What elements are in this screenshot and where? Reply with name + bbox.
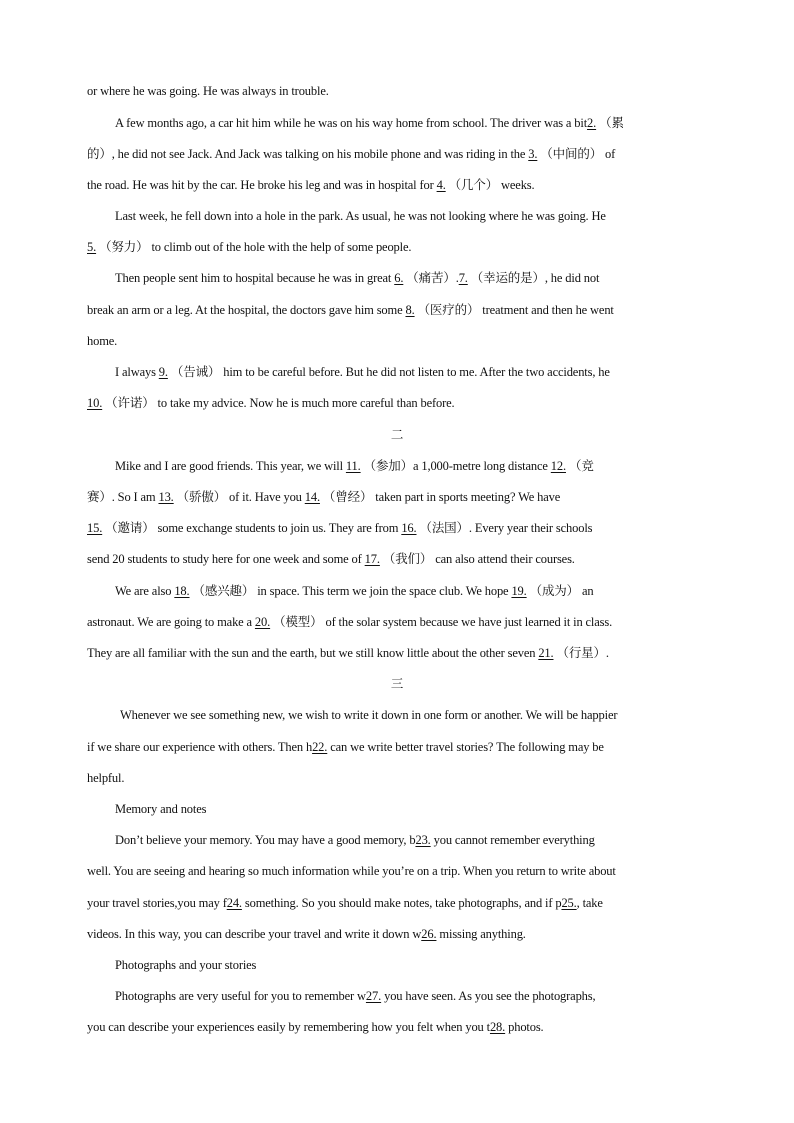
hint: （累 bbox=[599, 116, 624, 130]
hint: （邀请） some exchange students to join us. They are from bbox=[105, 521, 399, 535]
hint: （几个） weeks. bbox=[448, 178, 535, 192]
hint: （行星）. bbox=[556, 646, 609, 660]
blank-7[interactable]: 7. bbox=[458, 271, 468, 285]
blank-8[interactable]: 8. bbox=[405, 303, 415, 317]
text: Mike and I are good friends. This year, we will bbox=[115, 459, 343, 473]
text: Photographs are very useful for you to remember w bbox=[115, 989, 366, 1003]
blank-12[interactable]: 12. bbox=[550, 459, 566, 473]
blank-4[interactable]: 4. bbox=[436, 178, 446, 192]
text: 的）, he did not see Jack. And Jack was talking on his mobile phone and was riding in the bbox=[87, 147, 526, 161]
blank-2[interactable]: 2. bbox=[587, 116, 597, 130]
hint: （痛苦）. bbox=[406, 271, 459, 285]
hint: （许诺） to take my advice. Now he is much more careful than before. bbox=[105, 396, 455, 410]
text: if we share our experience with others. Then h bbox=[87, 740, 313, 754]
text: Whenever we see something new, we wish to write it down in one form or another. We will be happier bbox=[120, 708, 618, 722]
text: videos. In this way, you can describe your travel and write it down w bbox=[87, 927, 422, 941]
blank-15[interactable]: 15. bbox=[87, 521, 103, 535]
text-line bbox=[87, 551, 712, 567]
text: something. So you should make notes, take photographs, and if p bbox=[244, 896, 562, 910]
text-line bbox=[115, 115, 712, 131]
blank-16[interactable]: 16. bbox=[401, 521, 417, 535]
text: I always bbox=[115, 365, 156, 379]
text: well. You are seeing and hearing so much information while you’re on a trip. When you return to write about bbox=[87, 864, 616, 878]
text: or where he was going. He was always in trouble. bbox=[87, 84, 329, 98]
blank-19[interactable]: 19. bbox=[511, 584, 527, 598]
text-line bbox=[87, 863, 712, 879]
text: A few months ago, a car hit him while he was on his way home from school. The driver was a bit bbox=[115, 116, 588, 130]
hint: （模型） of the solar system because we have just learned it in class. bbox=[273, 615, 613, 629]
blank-24[interactable]: 24. bbox=[226, 896, 242, 910]
hint: （中间的） of bbox=[540, 147, 616, 161]
text-line bbox=[87, 1019, 712, 1035]
hint: （我们） can also attend their courses. bbox=[382, 552, 575, 566]
blank-9[interactable]: 9. bbox=[158, 365, 168, 379]
text-line bbox=[87, 177, 712, 193]
hint: （成为） an bbox=[529, 584, 594, 598]
hint: （感兴趣） in space. This term we join the space club. We hope bbox=[192, 584, 509, 598]
text: you have seen. As you see the photographs, bbox=[384, 989, 596, 1003]
text-line bbox=[115, 364, 712, 380]
text-line bbox=[87, 770, 712, 786]
hint: （法国）. Every year their schools bbox=[419, 521, 593, 535]
text-line bbox=[120, 707, 717, 723]
blank-17[interactable]: 17. bbox=[364, 552, 380, 566]
text: send 20 students to study here for one week and some of bbox=[87, 552, 362, 566]
text: home. bbox=[87, 334, 118, 348]
text: 赛）. So I am bbox=[87, 490, 156, 504]
blank-3[interactable]: 3. bbox=[528, 147, 538, 161]
section-number: 三 bbox=[390, 677, 404, 691]
blank-20[interactable]: 20. bbox=[254, 615, 271, 629]
text-line bbox=[87, 926, 712, 942]
text: your travel stories,you may f bbox=[87, 896, 227, 910]
blank-26[interactable]: 26. bbox=[421, 927, 437, 941]
section-heading-3 bbox=[0, 676, 794, 692]
text: Memory and notes bbox=[115, 802, 207, 816]
text-line bbox=[87, 489, 712, 505]
text-line bbox=[115, 208, 712, 224]
hint: （骄傲） of it. Have you bbox=[176, 490, 302, 504]
text: （努力） to climb out of the hole with the help of some people. bbox=[99, 240, 412, 254]
text-line bbox=[87, 333, 712, 349]
text-line bbox=[115, 270, 712, 286]
section-number: 二 bbox=[390, 428, 404, 442]
text: They are all familiar with the sun and the earth, but we still know little about the other seven bbox=[87, 646, 536, 660]
blank-22[interactable]: 22. bbox=[312, 740, 328, 754]
text: helpful. bbox=[87, 771, 125, 785]
hint: （医疗的） treatment and then he went bbox=[417, 303, 614, 317]
text: you cannot remember everything bbox=[433, 833, 595, 847]
hint: （竞 bbox=[568, 459, 594, 473]
hint: （幸运的是）, he did not bbox=[470, 271, 600, 285]
blank-5[interactable]: 5. bbox=[87, 240, 97, 254]
subheading-photographs bbox=[115, 957, 712, 973]
blank-21[interactable]: 21. bbox=[538, 646, 554, 660]
blank-6[interactable]: 6. bbox=[394, 271, 404, 285]
blank-18[interactable]: 18. bbox=[174, 584, 190, 598]
text: Then people sent him to hospital because he was in great bbox=[115, 271, 392, 285]
hint: （曾经） taken part in sports meeting? We have bbox=[322, 490, 561, 504]
text-line bbox=[87, 302, 712, 318]
hint: （参加）a 1,000-metre long distance bbox=[363, 459, 548, 473]
text: photos. bbox=[508, 1020, 544, 1034]
text: Photographs and your stories bbox=[115, 958, 257, 972]
hint: （告诫） him to be careful before. But he did not listen to me. After the two accidents, he bbox=[170, 365, 610, 379]
text-line bbox=[87, 239, 712, 255]
text-line bbox=[115, 583, 712, 599]
blank-11[interactable]: 11. bbox=[345, 459, 361, 473]
text-line bbox=[87, 83, 712, 99]
text: you can describe your experiences easily by remembering how you felt when you t bbox=[87, 1020, 490, 1034]
blank-10[interactable]: 10. bbox=[87, 396, 103, 410]
text-line bbox=[87, 146, 712, 162]
blank-25[interactable]: 25. bbox=[561, 896, 577, 910]
section-heading-2 bbox=[0, 427, 794, 443]
blank-14[interactable]: 14. bbox=[304, 490, 320, 504]
text: astronaut. We are going to make a bbox=[87, 615, 252, 629]
text: break an arm or a leg. At the hospital, the doctors gave him some bbox=[87, 303, 403, 317]
blank-23[interactable]: 23. bbox=[415, 833, 431, 847]
text-line bbox=[87, 520, 712, 536]
text: the road. He was hit by the car. He broke his leg and was in hospital for bbox=[87, 178, 434, 192]
text-line bbox=[87, 739, 712, 755]
text-line bbox=[87, 645, 712, 661]
text-line bbox=[115, 988, 712, 1004]
blank-28[interactable]: 28. bbox=[489, 1020, 506, 1034]
text-line bbox=[115, 458, 712, 474]
text-line bbox=[87, 614, 712, 630]
blank-13[interactable]: 13. bbox=[158, 490, 174, 504]
text: Last week, he fell down into a hole in the park. As usual, he was not looking where he was going. He bbox=[115, 209, 606, 223]
blank-27[interactable]: 27. bbox=[365, 989, 382, 1003]
text-line bbox=[87, 895, 712, 911]
text: , take bbox=[576, 896, 603, 910]
text-line bbox=[87, 395, 712, 411]
text: can we write better travel stories? The following may be bbox=[330, 740, 604, 754]
text: We are also bbox=[115, 584, 172, 598]
text-line bbox=[115, 832, 712, 848]
text: Don’t believe your memory. You may have a good memory, b bbox=[115, 833, 416, 847]
text: missing anything. bbox=[439, 927, 526, 941]
subheading-memory-and-notes bbox=[115, 801, 712, 817]
